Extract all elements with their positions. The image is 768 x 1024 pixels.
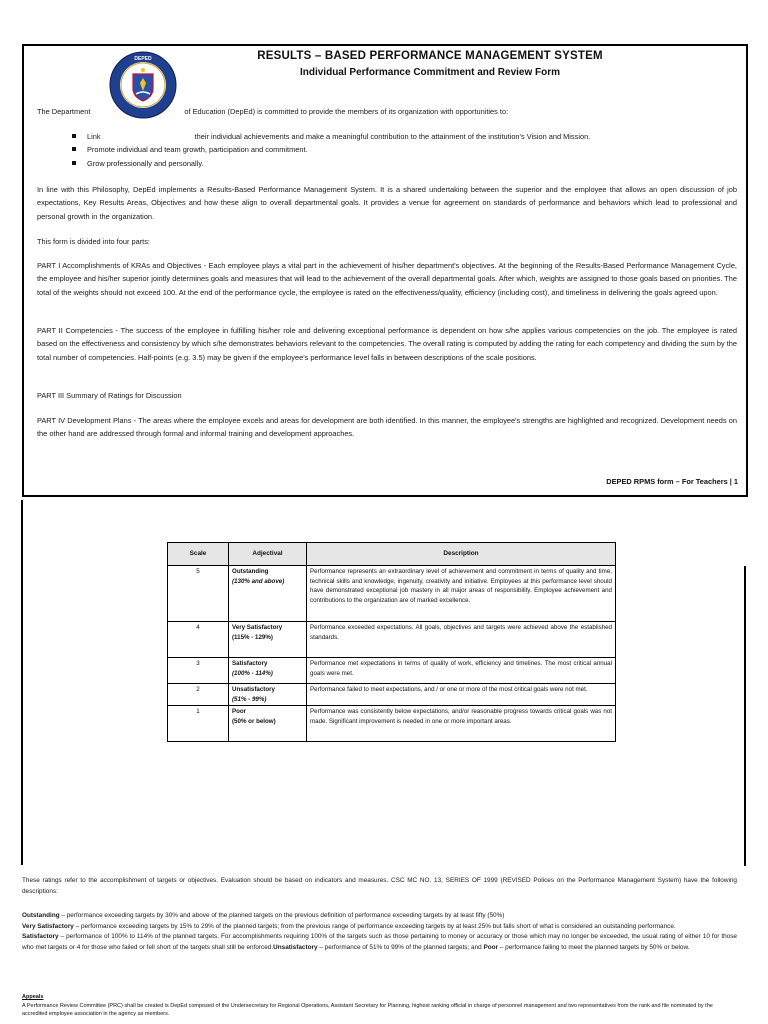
intro-part-a: The Department	[37, 107, 91, 116]
appeals-text: A Performance Review Committee (PRC) shall be created is DepEd composed of the Undersecretary for Regional Operations, Assistant Secretary for Planning, highest ranking official in charge of personnel management and two representatives from the rank and file nominated by the accredited employee association in the agency as members.	[22, 1002, 713, 1017]
part-three-heading: PART III Summary of Ratings for Discussion	[37, 391, 182, 400]
description-header: Description	[307, 543, 616, 566]
scale-header: Scale	[168, 543, 229, 566]
scale-cell: 1	[168, 706, 229, 742]
intro-statement	[37, 105, 742, 118]
adjectival-cell: Unsatisfactory (51% - 99%)	[229, 684, 307, 706]
ratings-note-paragraph: These ratings refer to the accomplishment of targets or objectives. Evaluation should be based on indicators and measures. CSC MC NO. 13, SERIES OF 1999 (REVISED Polices on the Performance Management System) have the following descriptions:	[22, 877, 737, 895]
page-footer: DEPED RPMS form – For Teachers | 1	[606, 477, 738, 486]
intro-part-b: of Education (DepEd) is committed to provide the members of its organization with opportunities to:	[184, 107, 509, 116]
adjectival-cell: Very Satisfactory (115% - 129%)	[229, 622, 307, 658]
table-header-row	[168, 543, 616, 566]
list-item: Promote individual and team growth, participation and commitment.	[72, 143, 732, 156]
csc-definitions	[22, 911, 737, 953]
adjectival-cell: Outstanding (130% and above)	[229, 566, 307, 622]
page-two-right-border	[744, 566, 746, 866]
outstanding-definition: Outstanding – performance exceeding targets by 30% and above of the planned targets on the previous definition of performance exceeding targets by at least fifty (50%)	[22, 912, 505, 919]
table-row	[168, 566, 616, 622]
description-cell: Performance exceeded expectations. All goals, objectives and targets were achieved above the established standards.	[307, 622, 616, 658]
rating-scale-table	[167, 542, 616, 742]
satisfactory-definition: Satisfactory – performance of 100% to 114% of the planned targets. For accomplishments requiring 100% of the targets such as those pertaining to money or accuracy or those which may no longer be exceeded, the usual rating of either 10 for those who met targets or 4 for those who failed or fell short of the targets shall still be enforced.Unsatisfactory – performance of 51% to 99% of the planned targets; and Poor – performance failing to meet the planned targets by 50% or below.	[22, 933, 737, 951]
very-satisfactory-definition: Very Satisfactory – performance exceeding targets by 15% to 29% of the planned targets; from the previous range of performance exceeding targets by at least 25% but falls short of what is considered an outstanding performance.	[22, 922, 676, 930]
table-row	[168, 706, 616, 742]
description-cell: Performance represents an extraordinary level of achievement and commitment in terms of quality and time, technical skills and knowledge, ingenuity, creativity and initiative. Employees at this performance level should have demonstrated exceptional job mastery in all major areas of responsibility. Employee achievement and contributions to the organization are of marked excellence.	[307, 566, 616, 622]
list-item: Grow professionally and personally.	[72, 157, 732, 170]
description-cell: Performance was consistently below expectations, and/or reasonable progress towards critical goals was not made. Significant improvement is needed in one or more important areas.	[307, 706, 616, 742]
page-two-left-border	[21, 500, 23, 865]
appeals-section	[22, 993, 737, 1019]
table-row	[168, 622, 616, 658]
four-parts-heading: This form is divided into four parts:	[37, 237, 150, 246]
opportunities-list	[72, 130, 732, 170]
part-two-paragraph: PART II Competencies - The success of the employee in fulfilling his/her role and delivering exceptional performance is dependent on how s/he applies various competencies on the job. The employee is rated based on the effectiveness and consistency by which s/he demonstrates behaviors relevant to the competencies. The overall rating is computed by adding the rating for each competency and dividing the sum by the total number of competencies. Half-points (e.g. 3.5) may be given if the employee's performance level falls in between descriptions of the scale positions.	[37, 326, 737, 362]
description-cell: Performance met expectations in terms of quality of work, efficiency and timelines. The most critical annual goals were met.	[307, 658, 616, 684]
table-row	[168, 658, 616, 684]
scale-cell: 4	[168, 622, 229, 658]
description-cell: Performance failed to meet expectations, and / or one or more of the most critical goals were not met.	[307, 684, 616, 706]
part-one-paragraph: PART I Accomplishments of KRAs and Objectives - Each employee plays a vital part in the achievement of his/her department's objectives. At the beginning of the Results-Based Performance Management Cycle, the employee and his/her superior jointly determines goals and measures that will lead to the achievement of the overall departmental goals. After which, weights are assigned to those goals based on priorities. The total of the weights should not exceed 100. At the end of the performance cycle, the employee is rated on the effectiveness/quality, efficiency (including cost), and timeliness in delivering the goals agreed upon.	[37, 261, 737, 297]
adjectival-cell: Poor (50% or below)	[229, 706, 307, 742]
form-title: RESULTS – BASED PERFORMANCE MANAGEMENT SYSTEM	[257, 50, 603, 62]
scale-cell: 5	[168, 566, 229, 622]
table-row	[168, 684, 616, 706]
part-four-paragraph: PART IV Development Plans - The areas where the employee excels and areas for development are both identified. In this manner, the employee's strengths are highlighted and recognized. Development needs on the other hand are addressed through formal and informal training and development approaches.	[37, 416, 737, 439]
form-subtitle: Individual Performance Commitment and Review Form	[299, 67, 561, 78]
appeals-heading: Appeals	[22, 994, 44, 1000]
list-item: Link their individual achievements and make a meaningful contribution to the attainment of the institution's Vision and Mission.	[72, 130, 732, 143]
scale-cell: 2	[168, 684, 229, 706]
scale-cell: 3	[168, 658, 229, 684]
philosophy-paragraph: In line with this Philosophy, DepEd implements a Results-Based Performance Management System. It is a shared undertaking between the superior and the employee that allows an open discussion of job expectations, Key Results Areas, Objectives and how these align to overall departmental goals. It provides a venue for agreement on standards of performance and behaviors which lead to professional and personal growth in the organization.	[37, 185, 737, 221]
adjectival-header: Adjectival	[229, 543, 307, 566]
adjectival-cell: Satisfactory (100% - 114%)	[229, 658, 307, 684]
svg-text:DEPED: DEPED	[134, 56, 152, 62]
